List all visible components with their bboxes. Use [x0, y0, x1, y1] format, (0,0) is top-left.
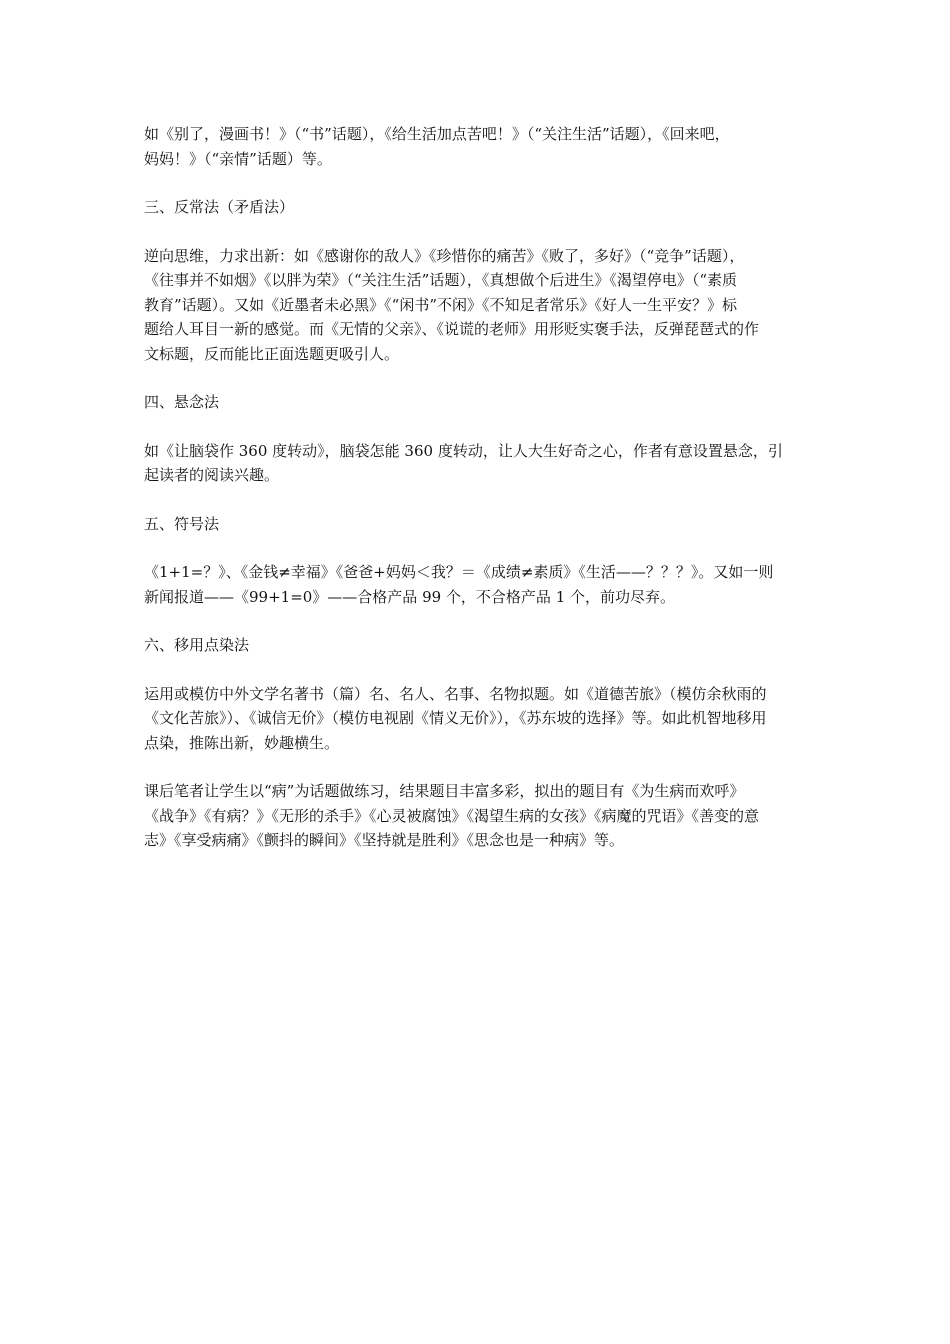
text-line: 如《让脑袋作 360 度转动》，脑袋怎能 360 度转动，让人大生好奇之心，作者有意设置悬念，引 [144, 441, 783, 460]
text-line: 《1+1=？》、《金钱≠幸福》《爸爸+妈妈＜我？＝《成绩≠素质》《生活——？？？》。又如一则 [144, 563, 774, 581]
text-line: 妈妈！》（“亲情”话题）等。 [144, 149, 332, 168]
text-line: 新闻报道——《99+1=0》——合格产品 99 个，不合格产品 1 个，前功尽弃。 [144, 587, 676, 606]
paragraph-topic-examples [144, 122, 812, 171]
text-line: 文标题，反而能比正面选题更吸引人。 [144, 344, 400, 363]
text-line: 逆向思维，力求出新：如《感谢你的敌人》《珍惜你的痛苦》《败了，多好》（“竞争”话题）， [144, 246, 745, 265]
paragraph-suspense [144, 439, 812, 488]
paragraph-symbol [144, 560, 812, 609]
text-line: 教育”话题）。又如《近墨者未必黑》《“闲书”不闲》《不知足者常乐》《好人一生平安？》标 [144, 295, 738, 314]
text-line: 《往事并不如烟》《以胖为荣》（“关注生活”话题），《真想做个后进生》《渴望停电》（“素质 [144, 271, 738, 289]
paragraph-contrarian [144, 244, 812, 367]
text-line: 如《别了，漫画书！》（“书”话题），《给生活加点苦吧！》（“关注生活”话题），《回来吧， [144, 125, 730, 143]
section-heading-suspense: 四、悬念法 [144, 393, 220, 411]
text-line: 《战争》《有病？》《无形的杀手》《心灵被腐蚀》《渴望生病的女孩》《病魔的咒语》《善变的意 [144, 806, 760, 825]
paragraph-borrowing [144, 682, 812, 756]
text-line: 点染，推陈出新，妙趣横生。 [144, 733, 340, 752]
section-heading-contrarian: 三、反常法（矛盾法） [144, 198, 295, 216]
text-line: 运用或模仿中外文学名著书（篇）名、名人、名事、名物拟题。如《道德苦旅》（模仿余秋雨的 [144, 684, 767, 703]
section-heading-symbol: 五、符号法 [144, 514, 220, 533]
paragraph-exercise [144, 779, 812, 853]
document-body [144, 122, 812, 877]
text-line: 《文化苦旅》）、《诚信无价》（模仿电视剧《情义无价》），《苏东坡的选择》等。如此机智地移用 [144, 709, 767, 727]
text-line: 课后笔者让学生以“病”为话题做练习，结果题目丰富多彩，拟出的题目有《为生病而欢呼》 [144, 782, 745, 800]
text-line: 题给人耳目一新的感觉。而《无情的父亲》、《说谎的老师》用形贬实褒手法，反弹琵琶式的作 [144, 320, 760, 338]
text-line: 志》《享受病痛》《颤抖的瞬间》《坚持就是胜利》《思念也是一种病》等。 [144, 831, 625, 849]
text-line: 起读者的阅读兴趣。 [144, 466, 280, 484]
section-heading-borrowing: 六、移用点染法 [144, 636, 250, 654]
